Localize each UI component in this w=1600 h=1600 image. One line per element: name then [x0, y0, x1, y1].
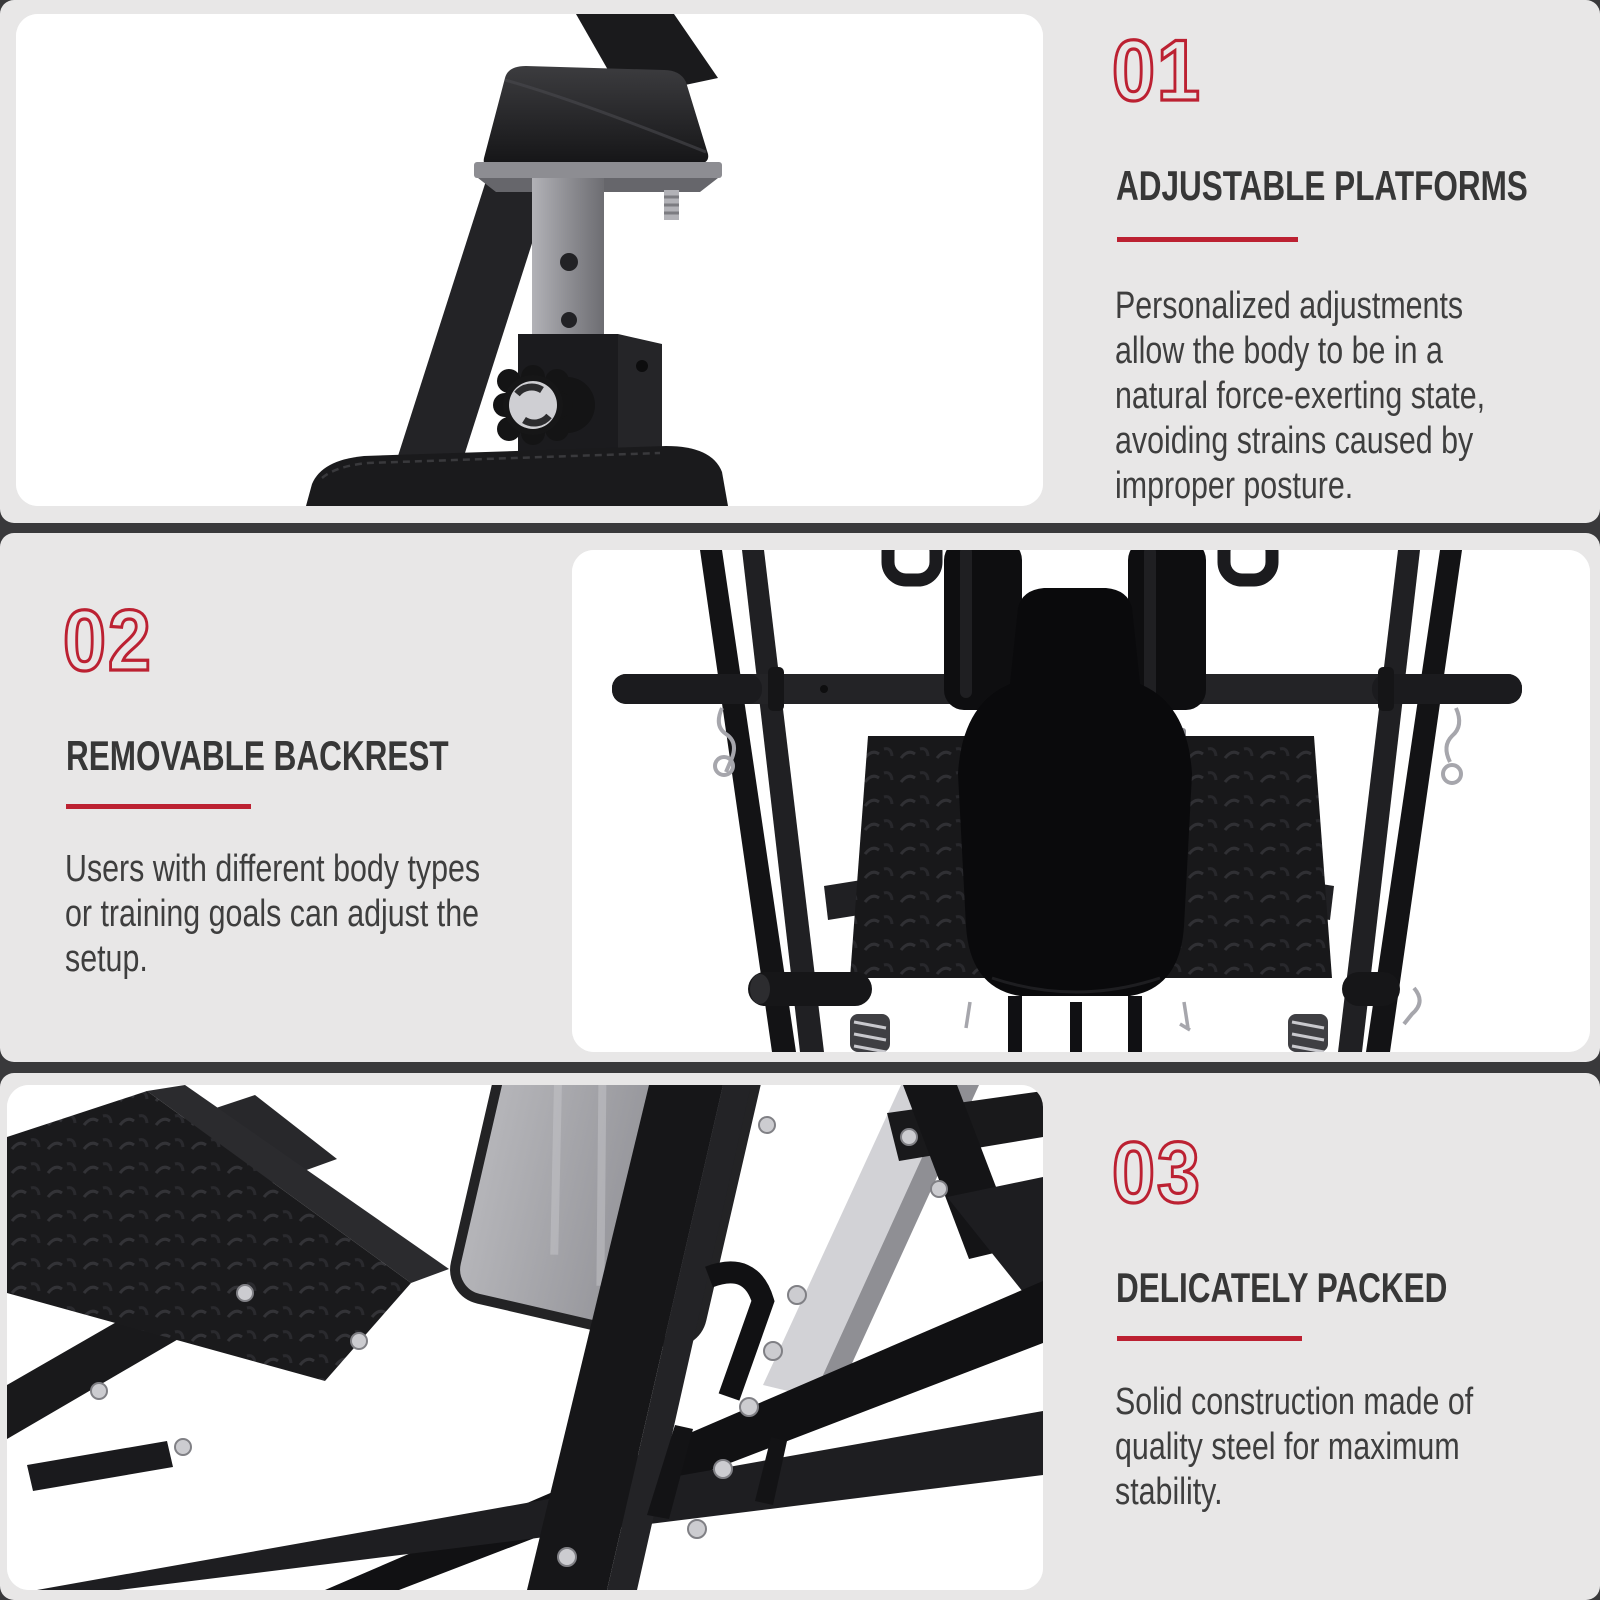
photo-machine-top-view-with-barbell: [572, 550, 1590, 1052]
feature-description: Solid construction made of quality steel for maximum stability.: [1115, 1381, 1474, 1513]
photo-backrest-pad-adjustment-closeup: [16, 14, 1043, 506]
accent-underline: [1117, 237, 1298, 242]
accent-underline: [1117, 1336, 1302, 1341]
accent-underline: [66, 804, 251, 809]
photo-steel-frame-base-closeup: [7, 1085, 1043, 1590]
product-photo-panel: [16, 14, 1043, 506]
feature-number: 02: [63, 593, 153, 689]
feature-title: REMOVABLE BACKREST: [66, 732, 449, 779]
feature-title: DELICATELY PACKED: [1116, 1264, 1448, 1311]
product-photo-panel: [7, 1085, 1043, 1590]
feature-number: 03: [1112, 1125, 1202, 1221]
feature-description: Personalized adjustments allow the body to be in a natural force-exerting state, avoiding strains caused by improper posture.: [1115, 285, 1486, 507]
feature-title: ADJUSTABLE PLATFORMS: [1116, 162, 1528, 209]
feature-section-adjustable-platforms: [0, 0, 1600, 523]
feature-section-removable-backrest: [0, 533, 1600, 1062]
feature-description: Users with different body types or training goals can adjust the setup.: [65, 848, 481, 980]
feature-section-delicately-packed: [0, 1073, 1600, 1600]
product-photo-panel: [572, 550, 1590, 1052]
feature-number: 01: [1112, 23, 1202, 119]
